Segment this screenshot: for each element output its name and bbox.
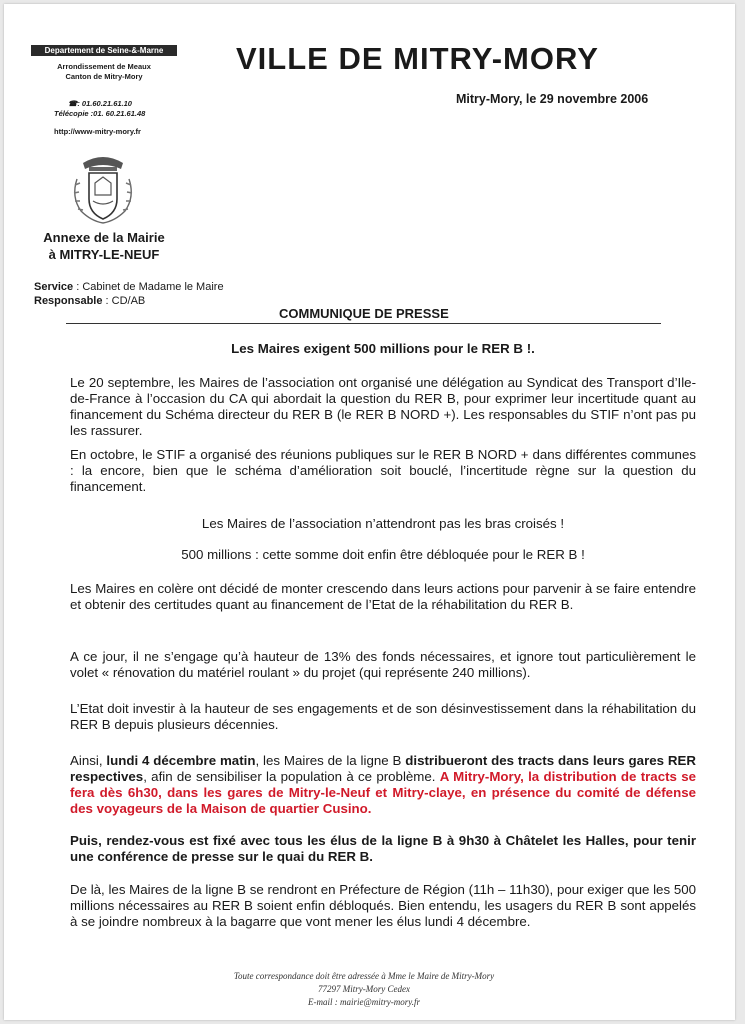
footer-line-3: E-mail : mairie@mitry-mory.fr [307,997,421,1007]
paragraph-9: Puis, rendez-vous est fixé avec tous les élus de la ligne B à 9h30 à Châtelet les Halles, pour tenir une conférence de presse sur le quai du RER B. [70,833,696,864]
annex-line-2: à MITRY-LE-NEUF [48,247,160,262]
letter-date: Mitry-Mory, le 29 novembre 2006 [456,92,649,106]
p8-highlight: A Mitry-Mory, la distribution de tracts se fera dès 6h30, dans les gares de Mitry-le-Neuf et Mitry-claye, en présence du comité de défense des voyageurs de la Maison de quartier Cusino. [70,769,696,816]
subheading: Les Maires exigent 500 millions pour le RER B !. [231,341,535,356]
p8-date: lundi 4 décembre matin [106,753,256,768]
phone-number: ☎: 01.60.21.61.10 [68,99,132,108]
communique-heading: COMMUNIQUE DE PRESSE [279,306,449,321]
department-label: Departement de Seine-&-Marne [31,45,177,56]
responsable-label: Responsable [34,295,103,307]
footer-line-1: Toute correspondance doit être adressée à Mme le Maire de Mitry-Mory [233,971,495,981]
service-label: Service [34,281,74,293]
paragraph-10: De là, les Maires de la ligne B se rendront en Préfecture de Région (11h – 11h30), pour exiger que les 500 millions nécessaires au RER B soient enfin débloqués. Bien entendu, les usagers du RER B sont appelés à se joindre nombreux à la bagarre que vont mener les élus lundi 4 décembre. [70,882,696,929]
paragraph-7: L’Etat doit investir à la hauteur de ses engagements et de son désinvestissement dans la réhabilitation du RER B depuis plusieurs décennies. [70,701,696,732]
paragraph-6: A ce jour, il ne s’engage qu’à hauteur de 13% des fonds nécessaires, et ignore tout particulièrement le volet « rénovation du matériel roulant » du projet (qui représente 240 millions). [70,649,696,680]
paragraph-5: Les Maires en colère ont décidé de monter crescendo dans leurs actions pour parvenir à se faire entendre et obtenir des certitudes quant au financement de l’Etat de la réhabilitation du RER B. [70,581,696,612]
responsable-value: : CD/AB [102,295,146,307]
p8-action: distribueront des tracts dans leurs gares RER respectives [70,753,696,784]
paragraph-1: Le 20 septembre, les Maires de l’association ont organisé une délégation au Syndicat des Transport d’Ile-de-France à l’occasion du CA qui abordait la question du RER B, pour exprimer leur incertitude quant au financement du Schéma directeur du RER B (le RER B NORD +). Les responsables du STIF n’ont pas pu les rassurer. [70,375,696,438]
website-link: http://www-mitry-mory.fr [54,127,141,136]
fax-number: Télécopie :01. 60.21.61.48 [54,109,146,118]
paragraph-3: Les Maires de l’association n’attendront pas les bras croisés ! [201,516,565,531]
paragraph-4: 500 millions : cette somme doit enfin être débloquée pour le RER B ! [181,547,585,562]
p8-text-e: , afin de sensibiliser la population à ce problème. [143,769,440,784]
annex-title [24,229,184,263]
arrondissement-label: Arrondissement de Meaux [57,62,151,71]
paragraph-8 [70,753,696,817]
p8-text-a: Ainsi, [70,753,107,768]
service-line [34,280,224,294]
service-value: : Cabinet de Madame le Maire [73,281,224,293]
heading-divider [66,323,661,324]
canton-label: Canton de Mitry-Mory [65,72,143,81]
p8-text-c: , les Maires de la ligne B [255,753,406,768]
responsable-line [34,294,145,308]
document-page [4,4,735,1020]
paragraph-2: En octobre, le STIF a organisé des réunions publiques sur le RER B NORD + dans différentes communes : la encore, bien que le schéma d’amélioration soit bouclé, l’incertitude règne sur la question du financement. [70,447,696,494]
footer-line-2: 77297 Mitry-Mory Cedex [318,984,410,994]
page-title: VILLE DE MITRY-MORY [236,41,599,76]
city-crest-icon [65,149,141,229]
annex-line-1: Annexe de la Mairie [43,230,165,245]
